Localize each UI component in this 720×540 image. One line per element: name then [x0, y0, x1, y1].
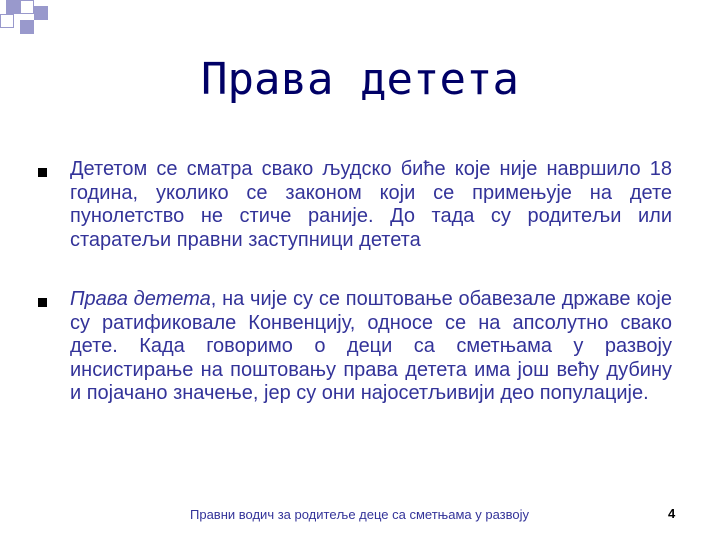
slide-title: Права детета [201, 54, 519, 105]
decoration-square [20, 0, 34, 14]
footer-text: Правни водич за родитеље деце са сметњама у развоју [190, 507, 530, 522]
square-bullet-icon [38, 298, 47, 307]
bullet-text [70, 288, 672, 406]
decoration-square [6, 0, 20, 14]
decoration-square [20, 20, 34, 34]
bullet-text-body: , на чије су се поштовање обавезале државе које су ратификовале Конвенцију, односе се на апсолутно свако дете. Када говоримо о деци са сметњама у развоју инсистирање на поштовању права детета има још већу дубину и појачано значење, јер су они најосетљивији део популације. [70, 288, 672, 404]
bullet-item [38, 158, 672, 252]
corner-squares-decoration [0, 0, 60, 40]
decoration-square [0, 14, 14, 28]
bullet-text [70, 158, 672, 252]
page-number: 4 [668, 506, 676, 521]
bullet-italic-lead: Права детета [70, 288, 211, 310]
bullet-item [38, 288, 672, 406]
square-bullet-icon [38, 168, 47, 177]
bullet-list [38, 158, 672, 442]
decoration-square [34, 6, 48, 20]
bullet-text-body: Дететом се сматра свако људско биће које није навршило 18 година, уколико се законом који се примењује на дете пунолетство не стиче раније. До тада су родитељи или старатељи правни заступници детета [70, 158, 672, 251]
